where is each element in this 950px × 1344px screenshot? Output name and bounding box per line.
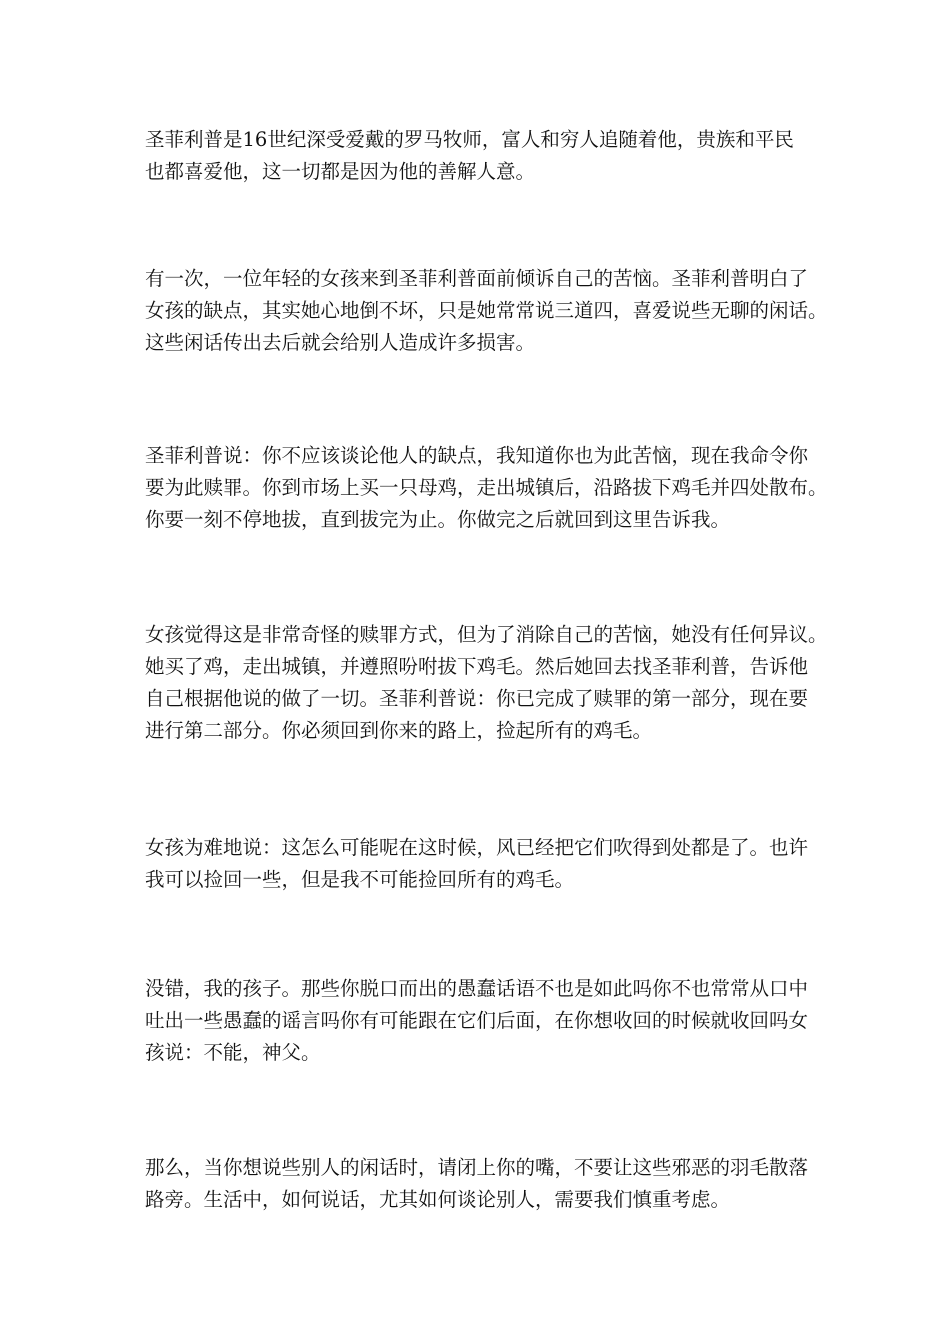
paragraph-2 xyxy=(145,263,835,359)
paragraph-1-line-1: 圣菲利普是16世纪深受爱戴的罗马牧师，富人和穷人追随着他，贵族和平民 xyxy=(145,128,794,151)
paragraph-6 xyxy=(145,973,835,1069)
paragraph-5-line-2: 我可以捡回一些，但是我不可能捡回所有的鸡毛。 xyxy=(145,868,575,891)
paragraph-4-line-1: 女孩觉得这是非常奇怪的赎罪方式，但为了消除自己的苦恼，她没有任何异议。 xyxy=(145,623,828,646)
paragraph-6-line-1: 没错，我的孩子。那些你脱口而出的愚蠢话语不也是如此吗你不也常常从口中 xyxy=(145,977,809,1000)
paragraph-7-line-1: 那么，当你想说些别人的闲话时，请闭上你的嘴，不要让这些邪恶的羽毛散落 xyxy=(145,1156,809,1179)
paragraph-4-line-2: 她买了鸡，走出城镇，并遵照吩咐拔下鸡毛。然后她回去找圣菲利普，告诉他 xyxy=(145,655,809,678)
paragraph-4-line-3: 自己根据他说的做了一切。圣菲利普说：你已完成了赎罪的第一部分，现在要 xyxy=(145,687,809,710)
paragraph-5-line-1: 女孩为难地说：这怎么可能呢在这时候，风已经把它们吹得到处都是了。也许 xyxy=(145,836,809,859)
paragraph-6-line-3: 孩说：不能，神父。 xyxy=(145,1041,321,1064)
paragraph-3-line-3: 你要一刻不停地拔，直到拔完为止。你做完之后就回到这里告诉我。 xyxy=(145,508,731,531)
paragraph-7 xyxy=(145,1152,835,1216)
paragraph-6-line-2: 吐出一些愚蠢的谣言吗你有可能跟在它们后面，在你想收回的时候就收回吗女 xyxy=(145,1009,809,1032)
paragraph-3-line-2: 要为此赎罪。你到市场上买一只母鸡，走出城镇后，沿路拔下鸡毛并四处散布。 xyxy=(145,476,828,499)
paragraph-3 xyxy=(145,440,835,536)
paragraph-5 xyxy=(145,832,835,896)
paragraph-1 xyxy=(145,124,835,188)
paragraph-4 xyxy=(145,619,835,747)
paragraph-4-line-4: 进行第二部分。你必须回到你来的路上，捡起所有的鸡毛。 xyxy=(145,719,653,742)
paragraph-2-line-1: 有一次，一位年轻的女孩来到圣菲利普面前倾诉自己的苦恼。圣菲利普明白了 xyxy=(145,267,809,290)
paragraph-2-line-3: 这些闲话传出去后就会给别人造成许多损害。 xyxy=(145,331,536,354)
paragraph-2-line-2: 女孩的缺点，其实她心地倒不坏，只是她常常说三道四，喜爱说些无聊的闲话。 xyxy=(145,299,828,322)
paragraph-3-line-1: 圣菲利普说：你不应该谈论他人的缺点，我知道你也为此苦恼，现在我命令你 xyxy=(145,444,809,467)
paragraph-7-line-2: 路旁。生活中，如何说话，尤其如何谈论别人，需要我们慎重考虑。 xyxy=(145,1188,731,1211)
paragraph-1-line-2: 也都喜爱他，这一切都是因为他的善解人意。 xyxy=(145,160,536,183)
